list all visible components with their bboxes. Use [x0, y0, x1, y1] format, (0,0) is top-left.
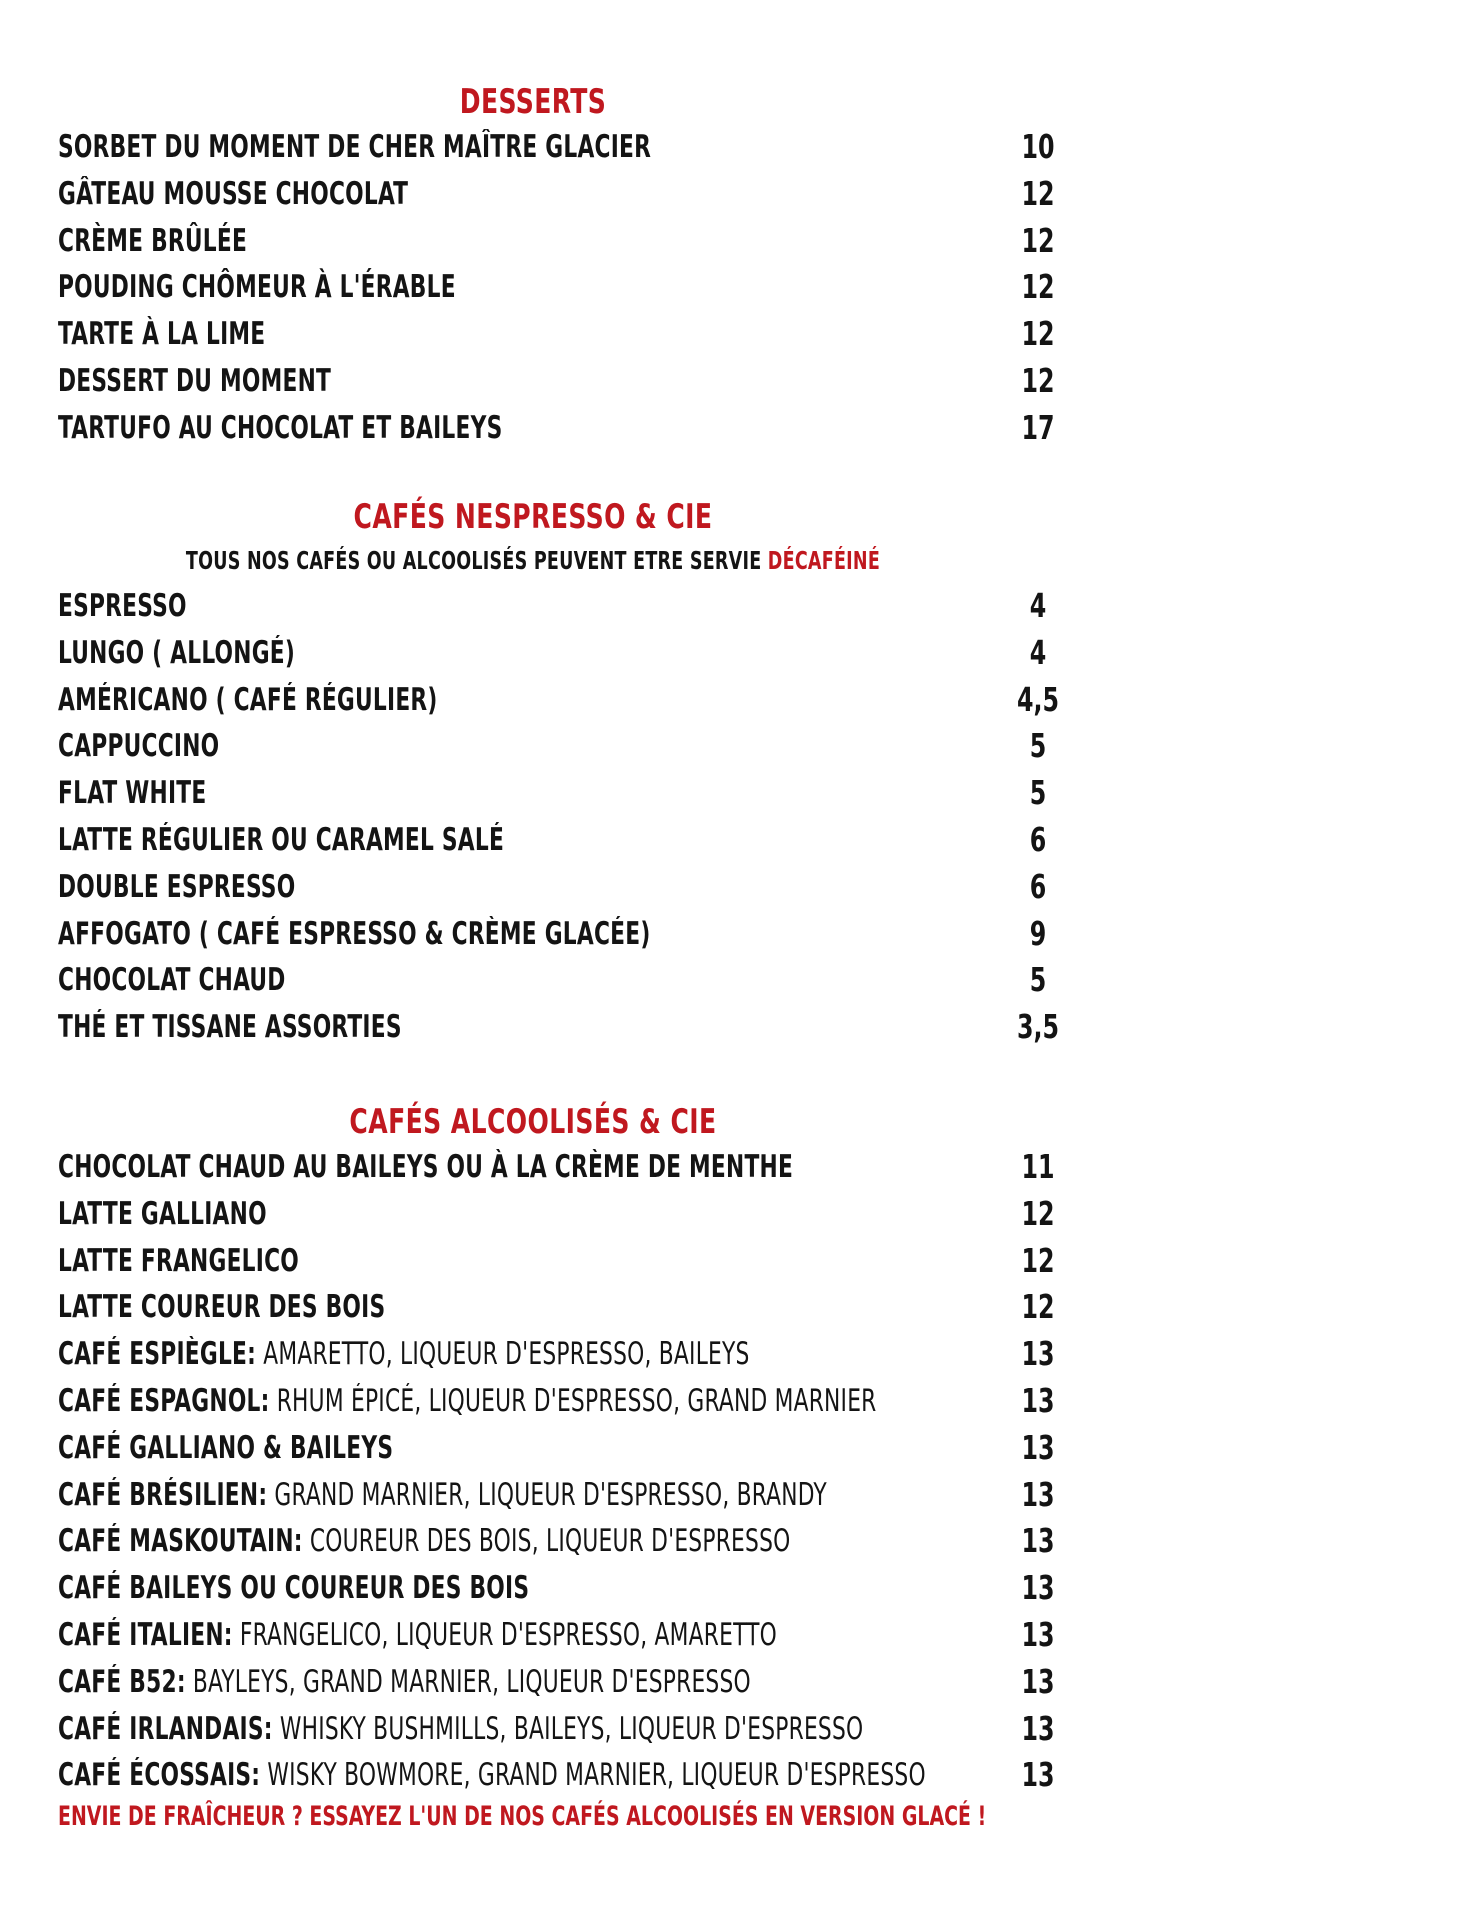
menu-item	[58, 1238, 1078, 1285]
menu-item	[58, 311, 1078, 358]
menu-item-title: CHOCOLAT CHAUD AU BAILEYS OU À LA CRÈME DE MENTHE	[58, 1149, 794, 1185]
menu-item-price: 12	[1021, 360, 1055, 400]
menu-item-price: 6	[1029, 819, 1047, 859]
menu-item-price: 5	[1029, 773, 1047, 813]
menu-item-price: 12	[1021, 1193, 1055, 1233]
menu-item	[58, 1004, 1078, 1051]
menu-item-title: LATTE COUREUR DES BOIS	[58, 1289, 386, 1326]
menu-item	[58, 1191, 1078, 1238]
decaf-notice	[163, 539, 904, 583]
menu-item-name	[58, 583, 187, 630]
menu-item-title: POUDING CHÔMEUR À L'ÉRABLE	[58, 269, 456, 306]
menu-item-title: CAFÉ B52:	[58, 1663, 186, 1700]
menu-item-price: 13	[1021, 1521, 1055, 1561]
menu-item-price: 5	[1029, 726, 1047, 766]
menu-item-description: WISKY BOWMORE, GRAND MARNIER, LIQUEUR D'ESPRESSO	[260, 1757, 926, 1794]
menu-item-price: 9	[1029, 913, 1047, 953]
nespresso-list	[58, 583, 1078, 1051]
menu-item-price: 13	[1021, 1708, 1055, 1748]
desserts-title: DESSERTS	[459, 82, 607, 122]
menu-item-price: 13	[1021, 1755, 1055, 1795]
menu-item-description: COUREUR DES BOIS, LIQUEUR D'ESPRESSO	[302, 1523, 791, 1560]
menu-item-price: 13	[1021, 1614, 1055, 1654]
menu-item-price: 13	[1021, 1427, 1055, 1467]
menu-item-name	[58, 630, 295, 677]
menu-item-price: 6	[1029, 866, 1047, 906]
menu-item-name	[58, 1706, 863, 1753]
menu-item	[58, 957, 1078, 1004]
menu-item-price: 12	[1021, 1287, 1055, 1327]
menu-item-price: 13	[1021, 1380, 1055, 1420]
menu-item-name	[58, 124, 651, 171]
menu-item-name	[58, 864, 295, 911]
menu-item-name	[58, 1612, 777, 1659]
menu-item-title: CAFÉ BRÉSILIEN:	[58, 1476, 268, 1513]
menu-item-title: DOUBLE ESPRESSO	[58, 868, 296, 905]
menu-item	[58, 630, 1078, 677]
menu-item-name	[58, 1191, 267, 1238]
menu-item-name	[58, 1331, 750, 1378]
menu-item-name	[58, 264, 456, 311]
menu-item-price: 12	[1021, 220, 1055, 260]
menu-item	[58, 1565, 1078, 1612]
menu-item-description: FRANGELICO, LIQUEUR D'ESPRESSO, AMARETTO	[232, 1616, 778, 1653]
menu-item	[58, 1659, 1078, 1706]
menu-item-price: 4	[1029, 632, 1047, 672]
menu-item-title: SORBET DU MOMENT DE CHER MAÎTRE GLACIER	[58, 129, 652, 165]
menu-item	[58, 264, 1078, 311]
nespresso-title: CAFÉS NESPRESSO & CIE	[353, 497, 713, 537]
menu-item	[58, 405, 1078, 452]
menu-item-price: 12	[1021, 314, 1055, 354]
menu-item-name	[58, 1238, 299, 1285]
menu-item	[58, 218, 1078, 265]
menu-item-title: CAFÉ MASKOUTAIN:	[58, 1523, 303, 1560]
menu-item-description: BAYLEYS, GRAND MARNIER, LIQUEUR D'ESPRESSO	[185, 1663, 751, 1700]
menu-item-title: LUNGO ( ALLONGÉ)	[58, 634, 296, 671]
menu-item-title: CAFÉ GALLIANO & BAILEYS	[58, 1429, 394, 1466]
menu-item-name	[58, 1144, 793, 1191]
footer-note: ENVIE DE FRAÎCHEUR ? ESSAYEZ L'UN DE NOS CAFÉS ALCOOLISÉS EN VERSION GLACÉ !	[58, 1801, 987, 1832]
menu-item-description: WHISKY BUSHMILLS, BAILEYS, LIQUEUR D'ESPRESSO	[272, 1710, 864, 1747]
menu-item	[58, 1378, 1078, 1425]
menu-item-description: GRAND MARNIER, LIQUEUR D'ESPRESSO, BRANDY	[267, 1476, 827, 1513]
alcool-title: CAFÉS ALCOOLISÉS & CIE	[349, 1102, 717, 1142]
menu-item	[58, 1752, 1078, 1799]
menu-item-name	[58, 1752, 926, 1799]
menu-item	[58, 1284, 1078, 1331]
menu-item-price: 4	[1029, 586, 1047, 625]
menu-item-title: AFFOGATO ( CAFÉ ESPRESSO & CRÈME GLACÉE)	[58, 915, 651, 952]
menu-item-name	[58, 1284, 385, 1331]
menu-item-title: CAFÉ ESPIÈGLE:	[58, 1336, 257, 1373]
menu-item-description: AMARETTO, LIQUEUR D'ESPRESSO, BAILEYS	[256, 1336, 750, 1373]
menu-item-price: 13	[1021, 1334, 1055, 1374]
menu-item-title: DESSERT DU MOMENT	[58, 362, 332, 399]
menu-item-description: RHUM ÉPICÉ, LIQUEUR D'ESPRESSO, GRAND MARNIER	[269, 1382, 877, 1419]
menu-item-name	[58, 1378, 877, 1425]
menu-item-price: 12	[1021, 267, 1055, 307]
menu-item-title: FLAT WHITE	[58, 775, 207, 812]
menu-item	[58, 171, 1078, 218]
menu-item-price: 17	[1021, 407, 1055, 447]
menu-item-name	[58, 1425, 393, 1472]
menu-item-name	[58, 817, 504, 864]
menu-item	[58, 124, 1078, 171]
decaf-notice-text: TOUS NOS CAFÉS OU ALCOOLISÉS PEUVENT ETRE SERVIE	[185, 546, 762, 575]
menu-item	[58, 1425, 1078, 1472]
menu-item-price: 12	[1021, 1240, 1055, 1280]
menu-item-title: CAFÉ ESPAGNOL:	[58, 1382, 270, 1419]
menu-item	[58, 911, 1078, 958]
menu-item	[58, 1706, 1078, 1753]
menu-item-name	[58, 1004, 402, 1051]
menu-item	[58, 1144, 1078, 1191]
menu-item	[58, 1518, 1078, 1565]
menu-item	[58, 1612, 1078, 1659]
menu-item-title: CAFÉ ÉCOSSAIS:	[58, 1757, 261, 1794]
menu-item-title: CAFÉ BAILEYS OU COUREUR DES BOIS	[58, 1570, 530, 1607]
menu-item-title: LATTE RÉGULIER OU CARAMEL SALÉ	[58, 821, 505, 858]
menu-item-name	[58, 218, 247, 265]
menu-item-title: LATTE FRANGELICO	[58, 1242, 300, 1279]
menu-item	[58, 583, 1078, 630]
menu-item-name	[58, 723, 219, 770]
menu-item-name	[58, 770, 206, 817]
menu-item	[58, 677, 1078, 724]
menu-item-title: CAFÉ IRLANDAIS:	[58, 1710, 273, 1747]
menu-item-title: CAFÉ ITALIEN:	[58, 1616, 233, 1653]
menu-item-price: 12	[1021, 173, 1055, 213]
menu-item-name	[58, 1659, 751, 1706]
menu-item-price: 4,5	[1016, 679, 1060, 719]
menu-item-title: CRÈME BRÛLÉE	[58, 222, 248, 259]
decaf-highlight: DÉCAFÉINÉ	[767, 546, 881, 575]
menu-item-title: AMÉRICANO ( CAFÉ RÉGULIER)	[58, 681, 438, 718]
menu-item	[58, 770, 1078, 817]
menu-item-name	[58, 1472, 827, 1519]
menu-item-price: 10	[1021, 127, 1055, 166]
menu-item	[58, 358, 1078, 405]
menu-item-title: CAPPUCCINO	[58, 728, 220, 765]
menu-item-price: 11	[1021, 1147, 1055, 1186]
menu-item-title: TARTUFO AU CHOCOLAT ET BAILEYS	[58, 409, 503, 446]
menu-item	[58, 1472, 1078, 1519]
menu-item-name	[58, 911, 651, 958]
menu-item-name	[58, 677, 438, 724]
menu-item-name	[58, 311, 265, 358]
menu-item-price: 3,5	[1016, 1007, 1060, 1047]
menu-item	[58, 723, 1078, 770]
desserts-section	[58, 80, 1078, 452]
alcool-list	[58, 1144, 1078, 1799]
menu-item-name	[58, 171, 408, 218]
menu-item-price: 5	[1029, 960, 1047, 1000]
nespresso-section	[58, 495, 1078, 1051]
desserts-list	[58, 124, 1078, 452]
menu-item-title: THÉ ET TISSANE ASSORTIES	[58, 1009, 402, 1046]
menu-item-title: ESPRESSO	[58, 588, 187, 624]
menu-item	[58, 1331, 1078, 1378]
menu-item-name	[58, 1518, 790, 1565]
menu-item-title: GÂTEAU MOUSSE CHOCOLAT	[58, 175, 409, 212]
menu-item-title: LATTE GALLIANO	[58, 1195, 267, 1232]
menu-item-title: CHOCOLAT CHAUD	[58, 962, 286, 999]
menu-item-name	[58, 957, 286, 1004]
menu-item	[58, 817, 1078, 864]
menu-item-price: 13	[1021, 1568, 1055, 1608]
menu-item-name	[58, 1565, 529, 1612]
menu-item	[58, 864, 1078, 911]
menu-item-name	[58, 405, 503, 452]
menu-item-price: 13	[1021, 1661, 1055, 1701]
alcool-section	[58, 1100, 1078, 1799]
menu-item-name	[58, 358, 331, 405]
menu-item-title: TARTE À LA LIME	[58, 316, 266, 353]
menu-item-price: 13	[1021, 1474, 1055, 1514]
